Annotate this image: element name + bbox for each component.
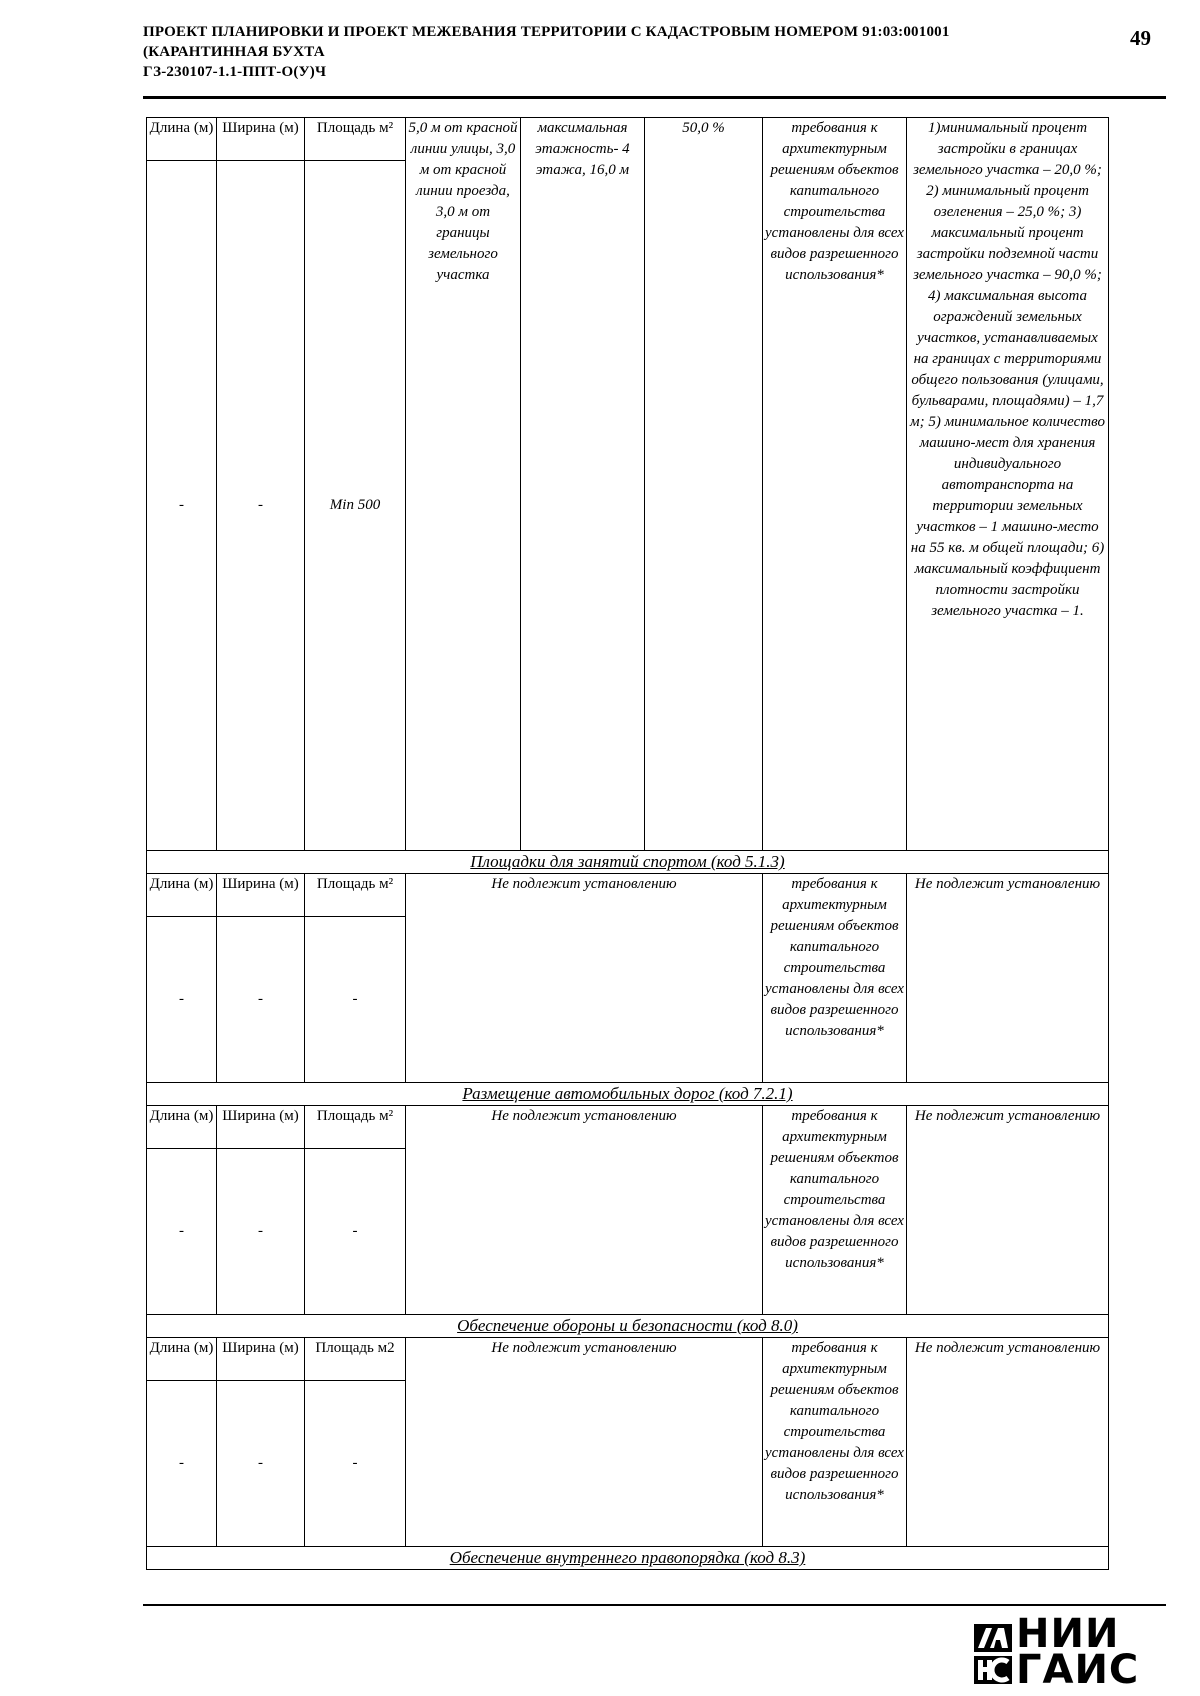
col-header-length: Длина (м) (147, 1338, 217, 1381)
header-line-3: ГЗ-230107-1.1-ППТ-О(У)Ч (143, 64, 327, 80)
col-header-area: Площадь м² (305, 874, 406, 917)
col-header-width: Ширина (м) (217, 874, 305, 917)
regulations-table (146, 117, 1109, 1570)
section-title: Обеспечение внутреннего правопорядка (код 8.3) (147, 1547, 1109, 1570)
width-value: - (217, 1149, 305, 1315)
section-title: Обеспечение обороны и безопасности (код 8.0) (147, 1315, 1109, 1338)
length-value: - (147, 161, 217, 851)
not-established-cell: Не подлежит установлению (406, 1338, 763, 1547)
footer-rule (143, 1604, 1166, 1606)
width-value: - (217, 1381, 305, 1547)
other-params-cell: Не подлежит установлению (907, 1338, 1109, 1547)
not-established-cell: Не подлежит установлению (406, 1106, 763, 1315)
col-header-width: Ширина (м) (217, 1338, 305, 1381)
arch-req-cell: требования к архитектурным решениям объектов капитального строительства установлены для всех видов разрешенного использования* (763, 1106, 907, 1315)
logo-line-1: НИИ (1016, 1611, 1120, 1657)
col-header-length: Длина (м) (147, 118, 217, 161)
logo-text (1016, 1611, 1140, 1693)
col-header-length: Длина (м) (147, 1106, 217, 1149)
col-header-area: Площадь м² (305, 118, 406, 161)
logo-line-2: ГАИС (1016, 1647, 1140, 1693)
arch-req-cell: требования к архитектурным решениям объектов капитального строительства установлены для всех видов разрешенного использования* (763, 874, 907, 1083)
area-value: - (305, 1381, 406, 1547)
area-value: - (305, 917, 406, 1083)
width-value: - (217, 917, 305, 1083)
page-number: 49 (1130, 26, 1151, 50)
width-value: - (217, 161, 305, 851)
other-params-cell: 1)минимальный процент застройки в границах земельного участка – 20,0 %; 2) минимальный процент озеленения – 25,0 %; 3) максимальный процент застройки подземной части земельного участка – 90,0 %; 4) максимальная высота ограждений земельных участков, устанавливаемых на границах с территориями общего пользования (улицами, бульварами, площадями) – 1,7 м; 5) минимальное количество машино-мест для хранения индивидуального автотранспорта на территории земельных участков – 1 машино-место на 55 кв. м общей площади; 6) максимальный коэффициент плотности застройки земельного участка – 1. (907, 118, 1109, 851)
length-value: - (147, 917, 217, 1083)
other-params-cell: Не подлежит установлению (907, 874, 1109, 1083)
col-header-width: Ширина (м) (217, 118, 305, 161)
area-value: - (305, 1149, 406, 1315)
coverage-cell: 50,0 % (645, 118, 763, 851)
col-header-area: Площадь м2 (305, 1338, 406, 1381)
other-params-cell: Не подлежит установлению (907, 1106, 1109, 1315)
header-line-1: ПРОЕКТ ПЛАНИРОВКИ И ПРОЕКТ МЕЖЕВАНИЯ ТЕРРИТОРИИ С КАДАСТРОВЫМ НОМЕРОМ 91:03:001001 (143, 24, 950, 40)
logo-mark-icon (972, 1620, 1014, 1686)
document-header (143, 22, 1073, 82)
header-line-2: (КАРАНТИННАЯ БУХТА (143, 44, 325, 60)
floors-cell: максимальная этажность- 4 этажа, 16,0 м (521, 118, 645, 851)
setbacks-cell: 5,0 м от красной линии улицы, 3,0 м от красной линии проезда, 3,0 м от границы земельного участка (406, 118, 521, 851)
length-value: - (147, 1149, 217, 1315)
section-title: Площадки для занятий спортом (код 5.1.3) (147, 851, 1109, 874)
section-title: Размещение автомобильных дорог (код 7.2.1) (147, 1083, 1109, 1106)
col-header-width: Ширина (м) (217, 1106, 305, 1149)
not-established-cell: Не подлежит установлению (406, 874, 763, 1083)
arch-req-cell: требования к архитектурным решениям объектов капитального строительства установлены для всех видов разрешенного использования* (763, 1338, 907, 1547)
arch-req-cell: требования к архитектурным решениям объектов капитального строительства установлены для всех видов разрешенного использования* (763, 118, 907, 851)
header-rule (143, 96, 1166, 99)
col-header-length: Длина (м) (147, 874, 217, 917)
niigais-logo (972, 1611, 1167, 1693)
length-value: - (147, 1381, 217, 1547)
area-value: Min 500 (305, 161, 406, 851)
col-header-area: Площадь м² (305, 1106, 406, 1149)
